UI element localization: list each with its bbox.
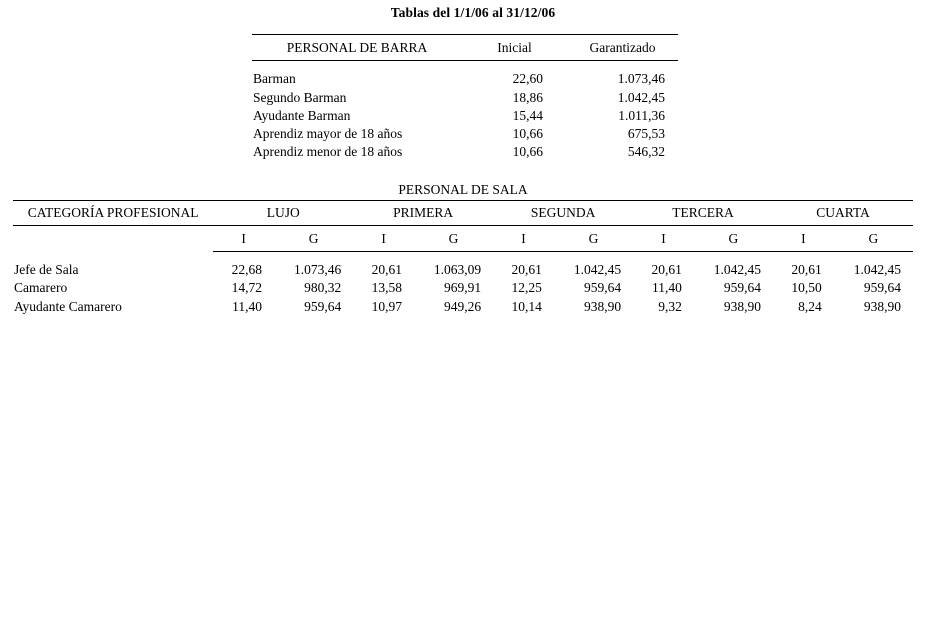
cell-segunda-i: 20,61 xyxy=(511,261,542,277)
cell-segunda-g: 959,64 xyxy=(583,280,622,296)
table-row xyxy=(13,278,913,297)
column-header-garantizado: Garantizado xyxy=(567,35,678,61)
cell-primera-i: 13,58 xyxy=(371,280,402,296)
cell-inicial: 15,44 xyxy=(512,107,543,123)
cell-cuarta-i: 20,61 xyxy=(791,261,822,277)
cell-lujo-i: 22,68 xyxy=(231,261,263,277)
cell-lujo-g: 959,64 xyxy=(304,298,342,314)
page-title: Tablas del 1/1/06 al 31/12/06 xyxy=(390,5,556,20)
group-header-segunda: SEGUNDA xyxy=(493,201,633,226)
cell-primera-g: 969,91 xyxy=(444,280,482,296)
cell-garantizado: 546,32 xyxy=(627,144,665,160)
cell-category: Camarero xyxy=(14,280,68,296)
cell-category: Ayudante Barman xyxy=(253,107,351,123)
cell-cuarta-g: 959,64 xyxy=(863,280,901,296)
cell-segunda-i: 10,14 xyxy=(511,298,542,314)
cell-garantizado: 1.042,45 xyxy=(617,89,665,105)
table-row xyxy=(252,61,678,88)
cell-inicial: 22,60 xyxy=(512,71,543,87)
cell-tercera-g: 959,64 xyxy=(723,280,762,296)
cell-primera-i: 10,97 xyxy=(371,298,402,314)
cell-category: Jefe de Sala xyxy=(14,261,79,277)
group-header-lujo: LUJO xyxy=(213,201,353,226)
cell-tercera-i: 9,32 xyxy=(658,298,682,314)
table-personal-de-barra xyxy=(252,34,678,160)
subheader-segunda-i: I xyxy=(493,226,554,252)
cell-category: Ayudante Camarero xyxy=(14,298,122,314)
group-header-cuarta: CUARTA xyxy=(773,201,913,226)
cell-inicial: 10,66 xyxy=(512,144,543,160)
cell-tercera-i: 20,61 xyxy=(651,261,682,277)
cell-segunda-g: 938,90 xyxy=(583,298,622,314)
cell-tercera-i: 11,40 xyxy=(651,280,682,296)
cell-inicial: 18,86 xyxy=(512,89,543,105)
subheader-cuarta-g: G xyxy=(834,226,913,252)
cell-segunda-g: 1.042,45 xyxy=(573,261,622,277)
cell-tercera-g: 938,90 xyxy=(723,298,762,314)
subheader-cuarta-i: I xyxy=(773,226,834,252)
cell-primera-g: 1.063,09 xyxy=(433,261,482,277)
group-header-primera: PRIMERA xyxy=(353,201,493,226)
cell-category: Aprendiz mayor de 18 años xyxy=(253,126,403,142)
table-group-header-row xyxy=(13,201,913,226)
group-header-tercera: TERCERA xyxy=(633,201,773,226)
cell-primera-i: 20,61 xyxy=(371,261,402,277)
cell-cuarta-i: 8,24 xyxy=(798,298,822,314)
cell-category: Aprendiz menor de 18 años xyxy=(253,144,403,160)
cell-lujo-g: 980,32 xyxy=(304,280,342,296)
cell-cuarta-g: 1.042,45 xyxy=(853,261,901,277)
cell-category: Barman xyxy=(253,71,296,87)
table-row xyxy=(252,124,678,142)
subheader-tercera-g: G xyxy=(694,226,773,252)
subheader-primera-g: G xyxy=(414,226,493,252)
column-header-inicial: Inicial xyxy=(462,35,567,61)
subheader-segunda-g: G xyxy=(554,226,633,252)
table-subheader-row xyxy=(13,226,913,252)
cell-segunda-i: 12,25 xyxy=(511,280,542,296)
table-row xyxy=(252,142,678,160)
subheader-lujo-g: G xyxy=(274,226,353,252)
cell-inicial: 10,66 xyxy=(512,126,543,142)
table-row xyxy=(252,106,678,124)
subheader-spacer xyxy=(13,226,213,252)
cell-tercera-g: 1.042,45 xyxy=(713,261,762,277)
subheader-lujo-i: I xyxy=(213,226,274,252)
subheader-tercera-i: I xyxy=(633,226,694,252)
cell-cuarta-g: 938,90 xyxy=(863,298,901,314)
table-row xyxy=(252,87,678,105)
cell-garantizado: 1.011,36 xyxy=(618,107,665,123)
table-personal-de-sala xyxy=(13,200,913,315)
column-header-categoria-profesional: CATEGORÍA PROFESIONAL xyxy=(13,201,213,226)
column-header-personal-de-barra: PERSONAL DE BARRA xyxy=(252,35,462,61)
cell-primera-g: 949,26 xyxy=(444,298,482,314)
cell-category: Segundo Barman xyxy=(253,89,347,105)
cell-lujo-i: 11,40 xyxy=(232,298,263,314)
cell-garantizado: 1.073,46 xyxy=(617,71,665,87)
cell-lujo-i: 14,72 xyxy=(231,280,263,296)
table-row xyxy=(13,252,913,278)
table-header-row xyxy=(252,35,678,61)
cell-cuarta-i: 10,50 xyxy=(791,280,822,296)
cell-garantizado: 675,53 xyxy=(627,126,665,142)
table-caption-personal-de-sala: PERSONAL DE SALA xyxy=(398,182,528,197)
subheader-primera-i: I xyxy=(353,226,414,252)
cell-lujo-g: 1.073,46 xyxy=(293,261,342,277)
table-row xyxy=(13,296,913,315)
